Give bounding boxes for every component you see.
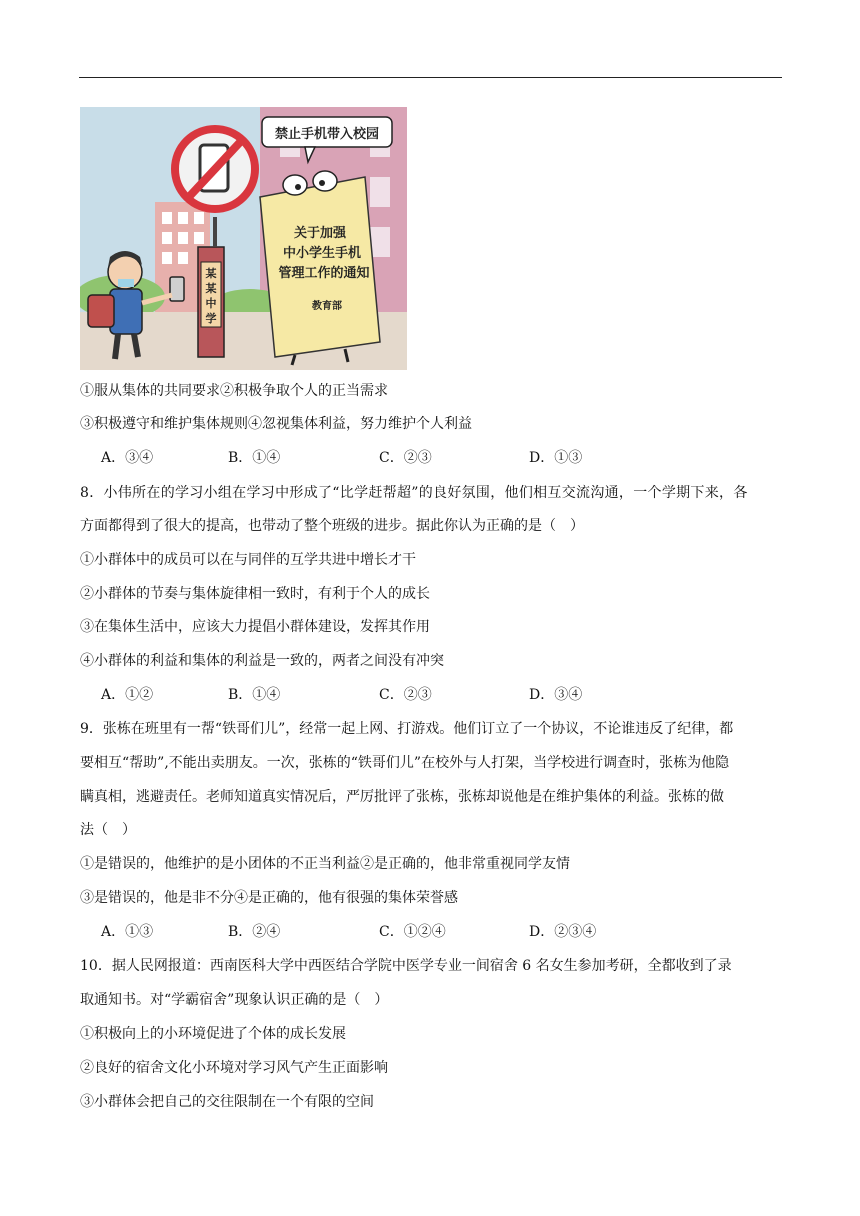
- q8-statement: ①小群体中的成员可以在与同伴的互学共进中增长才干: [80, 552, 416, 568]
- q7-statement: ③积极遵守和维护集体规则④忽视集体利益，努力维护个人利益: [80, 416, 472, 432]
- q8-option-c[interactable]: C．②③: [379, 687, 432, 703]
- q9-statement: ①是错误的，他维护的是小团体的不正当利益②是正确的，他非常重视同学友情: [80, 856, 570, 872]
- q7-option-a[interactable]: A．③④: [101, 450, 154, 466]
- q7-option-b[interactable]: B．①④: [228, 450, 281, 466]
- school-sign-char: 某: [205, 282, 217, 295]
- notice-title-line: 管理工作的通知: [278, 266, 370, 281]
- q9-option-b[interactable]: B．②④: [228, 924, 281, 940]
- q8-option-d[interactable]: D．③④: [529, 687, 583, 703]
- q9-statement: ③是错误的，他是非不分④是正确的，他有很强的集体荣誉感: [80, 890, 458, 906]
- speech-bubble-text: 禁止手机带入校园: [274, 127, 380, 142]
- q8-statement: ②小群体的节奏与集体旋律相一致时，有利于个人的成长: [80, 586, 430, 602]
- q8-option-b[interactable]: B．①④: [228, 687, 281, 703]
- q8-statement: ④小群体的利益和集体的利益是一致的，两者之间没有冲突: [80, 653, 444, 669]
- q9-option-c[interactable]: C．①②④: [379, 924, 446, 940]
- school-sign-char: 学: [205, 312, 217, 325]
- q9-stem: 瞒真相，逃避责任。老师知道真实情况后，严厉批评了张栋，张栋却说他是在维护集体的利益。张栋的做: [80, 789, 724, 805]
- q10-stem: 10．据人民网报道：西南医科大学中西医结合学院中医学专业一间宿舍 6 名女生参加考研，全都收到了录: [80, 958, 732, 974]
- q10-statement: ②良好的宿舍文化小环境对学习风气产生正面影响: [80, 1060, 388, 1076]
- q8-stem: 方面都得到了很大的提高，也带动了整个班级的进步。据此你认为正确的是（ ）: [80, 518, 584, 534]
- q9-option-d[interactable]: D．②③④: [529, 924, 597, 940]
- header-rule: [79, 77, 782, 78]
- q8-stem: 8．小伟所在的学习小组在学习中形成了“比学赶帮超”的良好氛围，他们相互交流沟通，一个学期下来，各: [80, 485, 748, 501]
- q10-statement: ①积极向上的小环境促进了个体的成长发展: [80, 1026, 346, 1042]
- school-sign-char: 某: [205, 267, 217, 280]
- notice-title-line: 关于加强: [293, 226, 347, 241]
- q7-option-d[interactable]: D．①③: [529, 450, 583, 466]
- school-sign-char: 中: [205, 297, 217, 310]
- notice-title-line: 中小学生手机: [282, 246, 362, 261]
- q10-stem: 取通知书。对“学霸宿舍”现象认识正确的是（ ）: [80, 992, 389, 1008]
- q8-statement: ③在集体生活中，应该大力提倡小群体建设，发挥其作用: [80, 619, 430, 635]
- q9-stem: 9．张栋在班里有一帮“铁哥们儿”，经常一起上网、打游戏。他们订立了一个协议，不论谁违反了纪律，都: [80, 721, 734, 737]
- q10-statement: ③小群体会把自己的交往限制在一个有限的空间: [80, 1094, 374, 1110]
- q9-option-a[interactable]: A．①③: [101, 924, 154, 940]
- q8-option-a[interactable]: A．①②: [101, 687, 154, 703]
- q9-stem: 法（ ）: [80, 822, 136, 838]
- q7-statement: ①服从集体的共同要求②积极争取个人的正当需求: [80, 383, 388, 399]
- q9-stem: 要相互“帮助”,不能出卖朋友。一次，张栋的“铁哥们儿”在校外与人打架，当学校进行调查时，张栋为他隐: [80, 755, 730, 771]
- cartoon-illustration: [80, 107, 407, 370]
- q7-option-c[interactable]: C．②③: [379, 450, 432, 466]
- notice-issuer: 教育部: [312, 301, 342, 312]
